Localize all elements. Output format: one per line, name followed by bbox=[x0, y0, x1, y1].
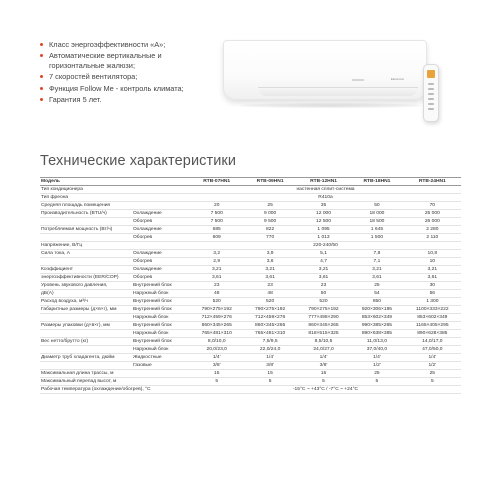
cell: 822 bbox=[243, 226, 296, 234]
cell: 5 bbox=[243, 378, 296, 386]
param-label: Производительность (BTU/ч) bbox=[40, 210, 132, 218]
param-label: Уровень звукового давления, bbox=[40, 282, 132, 290]
model-name: RTB-12HN1 bbox=[297, 178, 350, 186]
param-label: Тип фреона bbox=[40, 194, 132, 202]
cell: 3/8' bbox=[297, 362, 350, 370]
cell: 890×638×385 bbox=[350, 330, 403, 338]
cell: 1/4' bbox=[243, 354, 296, 362]
table-row bbox=[40, 258, 461, 266]
cell: 37,0/40,0 bbox=[350, 346, 403, 354]
param-label: Расход воздуха, м³/ч bbox=[40, 298, 132, 306]
cell: 3,21 bbox=[190, 266, 243, 274]
mode-label: Наружный блок bbox=[132, 290, 190, 298]
cell: 18 500 bbox=[350, 218, 403, 226]
cell: 3,61 bbox=[297, 274, 350, 282]
cell: 25 bbox=[350, 370, 403, 378]
table-row bbox=[40, 250, 461, 258]
cell: 850 bbox=[350, 298, 403, 306]
cell: 1165×405×295 bbox=[404, 322, 461, 330]
mode-label: Обогрев bbox=[132, 258, 190, 266]
table-row bbox=[40, 370, 461, 378]
cell: 5,1 bbox=[297, 250, 350, 258]
cell: 9 500 bbox=[243, 218, 296, 226]
cell: 5 bbox=[297, 378, 350, 386]
cell: 14,0/17,0 bbox=[404, 338, 461, 346]
feature-item: 7 скоростей вентилятора; bbox=[40, 72, 210, 81]
param-label: Размеры упаковки (д×в×г), мм bbox=[40, 322, 132, 330]
cell: 50 bbox=[350, 202, 403, 210]
cell: 47,0/50,0 bbox=[404, 346, 461, 354]
cell: 26 000 bbox=[404, 218, 461, 226]
param-label: Рабочая температура (охлаждение/обогрев), °С bbox=[40, 386, 190, 394]
param-label: Диаметр труб хладагента, дюйм bbox=[40, 354, 132, 362]
param-label: Максимальная длина трассы, м bbox=[40, 370, 132, 378]
table-row bbox=[40, 202, 461, 210]
cell: 1/4' bbox=[350, 354, 403, 362]
mode-label: Наружный блок bbox=[132, 330, 190, 338]
row-value: R410a bbox=[190, 194, 461, 202]
cell: 3,21 bbox=[350, 266, 403, 274]
cell: 853×602×349 bbox=[350, 314, 403, 322]
mode-label: Газовые bbox=[132, 362, 190, 370]
cell: 1 095 bbox=[297, 226, 350, 234]
table-row bbox=[40, 354, 461, 362]
param-label: Коэффициент bbox=[40, 266, 132, 274]
row-value: -15°С ~ +43°С / -7°С ~ +24°С bbox=[190, 386, 461, 394]
mode-label: Внутренний блок bbox=[132, 306, 190, 314]
param-label: Тип кондиционера bbox=[40, 186, 132, 194]
cell: 12 500 bbox=[297, 218, 350, 226]
feature-list bbox=[40, 40, 210, 106]
table-row bbox=[40, 386, 461, 394]
table-row bbox=[40, 362, 461, 370]
cell: 5 bbox=[190, 378, 243, 386]
mode-label: Наружный блок bbox=[132, 346, 190, 354]
cell: 3,61 bbox=[190, 274, 243, 282]
mode-label: Внутренний блок bbox=[132, 338, 190, 346]
cell: 11,0/13,0 bbox=[350, 338, 403, 346]
model-name: RTB-18HN1 bbox=[350, 178, 403, 186]
cell: 70 bbox=[404, 202, 461, 210]
cell: 23 bbox=[243, 282, 296, 290]
cell: 30 bbox=[404, 282, 461, 290]
mode-label: Охлаждение bbox=[132, 226, 190, 234]
table-row bbox=[40, 378, 461, 386]
cell: 860×345×265 bbox=[243, 322, 296, 330]
cell: 3,9 bbox=[243, 250, 296, 258]
cell: 1/2' bbox=[350, 362, 403, 370]
cell: 1/4' bbox=[404, 354, 461, 362]
table-row bbox=[40, 282, 461, 290]
cell: 23 bbox=[297, 282, 350, 290]
cell: 22,0/24,0 bbox=[243, 346, 296, 354]
cell: 3,61 bbox=[243, 274, 296, 282]
cell: 1100×333×222 bbox=[404, 306, 461, 314]
cell: 3/8' bbox=[243, 362, 296, 370]
cell: 860×345×265 bbox=[297, 322, 350, 330]
cell: 25 bbox=[350, 282, 403, 290]
param-label: Сила тока, А bbox=[40, 250, 132, 258]
cell: 770 bbox=[243, 234, 296, 242]
cell: 56 bbox=[404, 290, 461, 298]
cell: 5 bbox=[350, 378, 403, 386]
cell: 3,21 bbox=[243, 266, 296, 274]
cell: 15 bbox=[190, 370, 243, 378]
mode-label: Внутренний блок bbox=[132, 282, 190, 290]
table-row bbox=[40, 306, 461, 314]
cell: 2,9 bbox=[190, 258, 243, 266]
table-row bbox=[40, 274, 461, 282]
cell: 25 000 bbox=[404, 210, 461, 218]
table-row bbox=[40, 226, 461, 234]
cell: 990×385×265 bbox=[350, 322, 403, 330]
cell: 777×498×290 bbox=[297, 314, 350, 322]
cell: 3,21 bbox=[297, 266, 350, 274]
mode-label: Обогрев bbox=[132, 234, 190, 242]
feature-item: Гарантия 5 лет. bbox=[40, 95, 210, 104]
mode-label: Охлаждение bbox=[132, 266, 190, 274]
brand-logo: Electrolux bbox=[390, 77, 404, 81]
feature-item: Автоматические вертикальные и горизонтальные жалюзи; bbox=[40, 51, 210, 70]
cell: 15 bbox=[243, 370, 296, 378]
cell: 3/8' bbox=[190, 362, 243, 370]
model-name: RTB-07HN1 bbox=[190, 178, 243, 186]
param-label: энергоэффективности (EER/COP) bbox=[40, 274, 132, 282]
cell: 18 000 bbox=[350, 210, 403, 218]
header-label: Модель bbox=[40, 178, 132, 186]
cell: 7,1 bbox=[350, 258, 403, 266]
cell: 7 500 bbox=[190, 210, 243, 218]
row-value: настенная сплит-система bbox=[190, 186, 461, 194]
cell: 3,61 bbox=[350, 274, 403, 282]
feature-item: Класс энергоэффективности «А»; bbox=[40, 40, 210, 49]
feature-item: Функция Follow Me - контроль климата; bbox=[40, 84, 210, 93]
mode-label: Жидкостные bbox=[132, 354, 190, 362]
mode-label: Охлаждение bbox=[132, 250, 190, 258]
cell: 3,6 bbox=[243, 258, 296, 266]
mode-label: Охлаждение bbox=[132, 210, 190, 218]
cell: 765×481×310 bbox=[190, 330, 243, 338]
param-label: Средняя площадь помещения bbox=[40, 202, 132, 210]
table-header-row bbox=[40, 178, 461, 186]
cell: 24,0/27,0 bbox=[297, 346, 350, 354]
param-label: Напряжение, В/Гц bbox=[40, 242, 132, 250]
row-value: 220-240/50 bbox=[190, 242, 461, 250]
air-conditioner-image bbox=[223, 40, 427, 100]
louver bbox=[258, 87, 418, 96]
cell: 890×628×385 bbox=[404, 330, 461, 338]
cell: 790×275×192 bbox=[243, 306, 296, 314]
cell: 920×306×195 bbox=[350, 306, 403, 314]
cell: 2 280 bbox=[404, 226, 461, 234]
cell: 10 bbox=[404, 258, 461, 266]
param-label: дБ(А) bbox=[40, 290, 132, 298]
cell: 10,8 bbox=[404, 250, 461, 258]
table-row bbox=[40, 234, 461, 242]
section-title: Технические характеристики bbox=[40, 153, 237, 169]
cell: 860×345×265 bbox=[190, 322, 243, 330]
table-row bbox=[40, 210, 461, 218]
cell: 3,61 bbox=[404, 274, 461, 282]
mode-label: Обогрев bbox=[132, 218, 190, 226]
table-row bbox=[40, 346, 461, 354]
cell: 48 bbox=[243, 290, 296, 298]
cell: 790×275×192 bbox=[297, 306, 350, 314]
table-row bbox=[40, 338, 461, 346]
table-row bbox=[40, 218, 461, 226]
cell: 8,0/10,0 bbox=[190, 338, 243, 346]
cell: 520 bbox=[190, 298, 243, 306]
cell: 7,5/9,5 bbox=[243, 338, 296, 346]
cell: 1/4' bbox=[190, 354, 243, 362]
indicator-strip bbox=[352, 79, 364, 81]
cell: 818×515×325 bbox=[297, 330, 350, 338]
cell: 5 bbox=[404, 378, 461, 386]
table-row bbox=[40, 314, 461, 322]
table-row bbox=[40, 186, 461, 194]
cell: 520 bbox=[243, 298, 296, 306]
cell: 23 bbox=[190, 282, 243, 290]
model-name: RTB-09HN1 bbox=[243, 178, 296, 186]
cell: 685 bbox=[190, 226, 243, 234]
cell: 1 013 bbox=[297, 234, 350, 242]
cell: 25 bbox=[404, 370, 461, 378]
model-name: RTB-24HN1 bbox=[404, 178, 461, 186]
cell: 48 bbox=[190, 290, 243, 298]
cell: 20,0/23,0 bbox=[190, 346, 243, 354]
cell: 20 bbox=[190, 202, 243, 210]
cell: 12 000 bbox=[297, 210, 350, 218]
cell: 25 bbox=[243, 202, 296, 210]
cell: 609 bbox=[190, 234, 243, 242]
cell: 50 bbox=[297, 290, 350, 298]
spec-table bbox=[40, 177, 461, 394]
cell: 9 000 bbox=[243, 210, 296, 218]
cell: 35 bbox=[297, 202, 350, 210]
remote-control-image bbox=[423, 64, 439, 122]
cell: 8,5/10,5 bbox=[297, 338, 350, 346]
cell: 15 bbox=[297, 370, 350, 378]
param-label: Потребляемая мощность (Вт/ч) bbox=[40, 226, 132, 234]
remote-screen bbox=[427, 70, 435, 78]
table-row bbox=[40, 290, 461, 298]
table-row bbox=[40, 242, 461, 250]
cell: 1/2' bbox=[404, 362, 461, 370]
cell: 7 500 bbox=[190, 218, 243, 226]
cell: 3,2 bbox=[190, 250, 243, 258]
table-row bbox=[40, 266, 461, 274]
cell: 4,7 bbox=[297, 258, 350, 266]
table-row bbox=[40, 298, 461, 306]
cell: 3,21 bbox=[404, 266, 461, 274]
table-row bbox=[40, 194, 461, 202]
cell: 1 300 bbox=[404, 298, 461, 306]
cell: 2 110 bbox=[404, 234, 461, 242]
cell: 1/4' bbox=[297, 354, 350, 362]
cell: 1 500 bbox=[350, 234, 403, 242]
mode-label: Внутренний блок bbox=[132, 298, 190, 306]
table-row bbox=[40, 330, 461, 338]
mode-label: Наружный блок bbox=[132, 314, 190, 322]
cell: 1 645 bbox=[350, 226, 403, 234]
mode-label: Обогрев bbox=[132, 274, 190, 282]
cell: 54 bbox=[350, 290, 403, 298]
mode-label: Внутренний блок bbox=[132, 322, 190, 330]
table-row bbox=[40, 322, 461, 330]
cell: 853×602×349 bbox=[404, 314, 461, 322]
param-label: Габаритные размеры (д×в×г), мм bbox=[40, 306, 132, 314]
cell: 7,8 bbox=[350, 250, 403, 258]
cell: 712×459×276 bbox=[243, 314, 296, 322]
cell: 790×275×192 bbox=[190, 306, 243, 314]
param-label: Максимальный перепад высот, м bbox=[40, 378, 132, 386]
param-label: Вес нетто/брутто (кг) bbox=[40, 338, 132, 346]
unit-shadow bbox=[240, 103, 420, 108]
cell: 520 bbox=[297, 298, 350, 306]
cell: 765×481×310 bbox=[243, 330, 296, 338]
cell: 712×459×276 bbox=[190, 314, 243, 322]
